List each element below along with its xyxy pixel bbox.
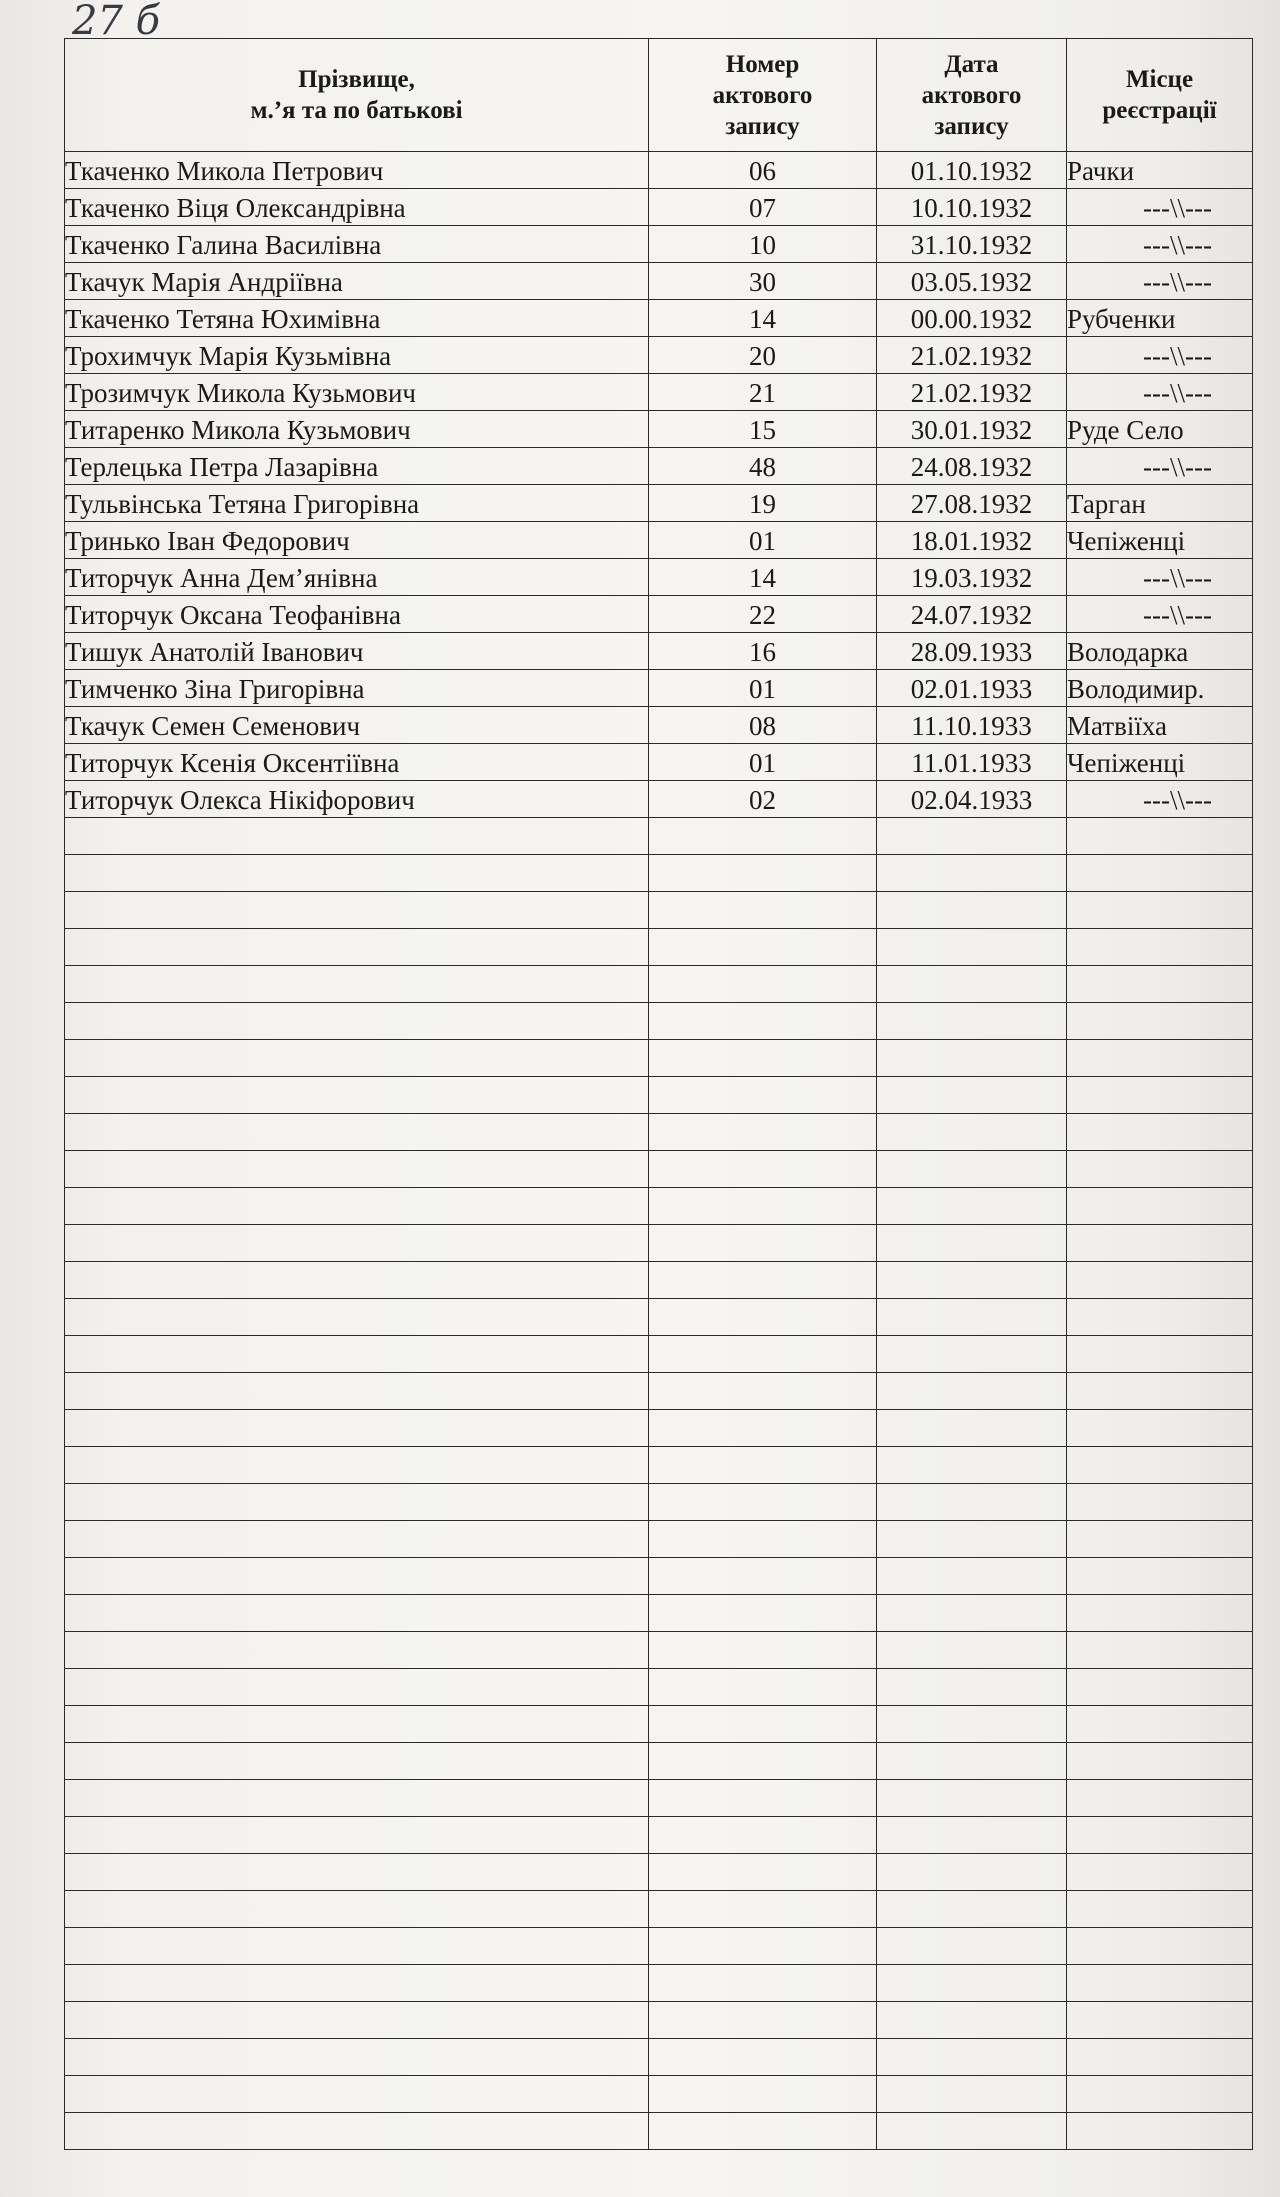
- empty-table-row: [65, 1891, 1253, 1928]
- cell-record-date: 02.04.1933: [877, 781, 1067, 818]
- empty-cell: [877, 892, 1067, 929]
- empty-cell: [649, 1003, 877, 1040]
- empty-cell: [1067, 1780, 1253, 1817]
- cell-full-name: Ткаченко Микола Петрович: [65, 152, 649, 189]
- empty-cell: [65, 2002, 649, 2039]
- empty-table-row: [65, 1114, 1253, 1151]
- empty-cell: [1067, 1410, 1253, 1447]
- cell-record-number: 15: [649, 411, 877, 448]
- cell-record-number: 19: [649, 485, 877, 522]
- empty-cell: [1067, 966, 1253, 1003]
- empty-cell: [877, 1891, 1067, 1928]
- empty-cell: [65, 1595, 649, 1632]
- cell-record-date: 21.02.1932: [877, 374, 1067, 411]
- empty-cell: [877, 1077, 1067, 1114]
- cell-record-date: 11.01.1933: [877, 744, 1067, 781]
- cell-record-date: 31.10.1932: [877, 226, 1067, 263]
- cell-record-date: 03.05.1932: [877, 263, 1067, 300]
- empty-cell: [649, 855, 877, 892]
- empty-cell: [1067, 1040, 1253, 1077]
- empty-cell: [65, 929, 649, 966]
- empty-table-row: [65, 855, 1253, 892]
- empty-cell: [877, 1410, 1067, 1447]
- empty-cell: [65, 892, 649, 929]
- table-row: [65, 374, 1253, 411]
- empty-table-row: [65, 1299, 1253, 1336]
- empty-table-row: [65, 966, 1253, 1003]
- cell-record-number: 07: [649, 189, 877, 226]
- empty-cell: [877, 1817, 1067, 1854]
- empty-cell: [65, 1669, 649, 1706]
- empty-table-row: [65, 1965, 1253, 2002]
- table-row: [65, 559, 1253, 596]
- empty-cell: [1067, 855, 1253, 892]
- cell-record-date: 27.08.1932: [877, 485, 1067, 522]
- svg-text:27 б: 27 б: [72, 0, 161, 44]
- empty-table-row: [65, 1854, 1253, 1891]
- empty-table-row: [65, 1669, 1253, 1706]
- cell-record-date: 24.07.1932: [877, 596, 1067, 633]
- empty-cell: [649, 1743, 877, 1780]
- empty-cell: [649, 1854, 877, 1891]
- empty-cell: [649, 1558, 877, 1595]
- empty-cell: [1067, 1854, 1253, 1891]
- empty-cell: [877, 1447, 1067, 1484]
- empty-cell: [877, 1706, 1067, 1743]
- cell-full-name: Тульвінська Тетяна Григорівна: [65, 485, 649, 522]
- empty-cell: [877, 1595, 1067, 1632]
- empty-cell: [1067, 1965, 1253, 2002]
- empty-cell: [65, 1780, 649, 1817]
- cell-record-date: 00.00.1932: [877, 300, 1067, 337]
- cell-record-date: 21.02.1932: [877, 337, 1067, 374]
- cell-registration-place: ---\\---: [1067, 337, 1253, 374]
- cell-full-name: Ткачук Марія Андріївна: [65, 263, 649, 300]
- empty-cell: [65, 1336, 649, 1373]
- cell-full-name: Титорчук Оксана Теофанівна: [65, 596, 649, 633]
- empty-cell: [649, 1891, 877, 1928]
- empty-cell: [649, 2039, 877, 2076]
- empty-table-row: [65, 1336, 1253, 1373]
- empty-cell: [65, 1040, 649, 1077]
- empty-cell: [649, 1780, 877, 1817]
- empty-cell: [65, 1003, 649, 1040]
- cell-record-number: 22: [649, 596, 877, 633]
- empty-table-row: [65, 1928, 1253, 1965]
- empty-table-row: [65, 929, 1253, 966]
- empty-cell: [877, 2002, 1067, 2039]
- cell-record-date: 02.01.1933: [877, 670, 1067, 707]
- cell-registration-place: ---\\---: [1067, 226, 1253, 263]
- empty-cell: [649, 1114, 877, 1151]
- empty-cell: [1067, 1669, 1253, 1706]
- empty-cell: [649, 1706, 877, 1743]
- empty-table-row: [65, 1558, 1253, 1595]
- empty-cell: [65, 1706, 649, 1743]
- empty-cell: [1067, 1262, 1253, 1299]
- empty-cell: [877, 1003, 1067, 1040]
- empty-cell: [1067, 2002, 1253, 2039]
- empty-cell: [1067, 2113, 1253, 2150]
- empty-cell: [65, 1854, 649, 1891]
- empty-table-row: [65, 1817, 1253, 1854]
- empty-cell: [877, 1299, 1067, 1336]
- cell-full-name: Ткачук Семен Семенович: [65, 707, 649, 744]
- cell-full-name: Терлецька Петра Лазарівна: [65, 448, 649, 485]
- empty-cell: [877, 1743, 1067, 1780]
- empty-cell: [649, 1447, 877, 1484]
- empty-cell: [649, 1410, 877, 1447]
- empty-cell: [877, 1373, 1067, 1410]
- empty-table-row: [65, 1225, 1253, 1262]
- cell-registration-place: Матвіїха: [1067, 707, 1253, 744]
- empty-cell: [877, 2113, 1067, 2150]
- table-row: [65, 781, 1253, 818]
- empty-table-row: [65, 1188, 1253, 1225]
- empty-cell: [65, 1188, 649, 1225]
- cell-registration-place: Володарка: [1067, 633, 1253, 670]
- cell-registration-place: ---\\---: [1067, 189, 1253, 226]
- empty-table-row: [65, 1706, 1253, 1743]
- empty-cell: [649, 1077, 877, 1114]
- empty-cell: [65, 1928, 649, 1965]
- empty-cell: [877, 966, 1067, 1003]
- table-row: [65, 152, 1253, 189]
- table-header-row: [65, 39, 1253, 152]
- empty-cell: [65, 1262, 649, 1299]
- empty-table-row: [65, 1521, 1253, 1558]
- empty-cell: [65, 818, 649, 855]
- cell-record-number: 02: [649, 781, 877, 818]
- empty-cell: [649, 966, 877, 1003]
- table-row: [65, 448, 1253, 485]
- empty-table-row: [65, 1040, 1253, 1077]
- empty-cell: [1067, 1891, 1253, 1928]
- empty-cell: [649, 1188, 877, 1225]
- empty-cell: [649, 1965, 877, 2002]
- empty-table-row: [65, 1077, 1253, 1114]
- empty-cell: [65, 2076, 649, 2113]
- empty-cell: [877, 1632, 1067, 1669]
- empty-cell: [65, 1299, 649, 1336]
- empty-cell: [877, 1151, 1067, 1188]
- cell-registration-place: ---\\---: [1067, 596, 1253, 633]
- empty-cell: [65, 1447, 649, 1484]
- empty-cell: [65, 1632, 649, 1669]
- empty-cell: [877, 1965, 1067, 2002]
- empty-cell: [65, 966, 649, 1003]
- empty-cell: [649, 1225, 877, 1262]
- cell-record-number: 01: [649, 744, 877, 781]
- cell-registration-place: Чепіженці: [1067, 744, 1253, 781]
- empty-cell: [877, 1669, 1067, 1706]
- empty-cell: [1067, 1114, 1253, 1151]
- empty-table-row: [65, 1373, 1253, 1410]
- empty-cell: [649, 1299, 877, 1336]
- cell-record-number: 20: [649, 337, 877, 374]
- empty-cell: [65, 855, 649, 892]
- empty-cell: [65, 1521, 649, 1558]
- empty-cell: [1067, 1447, 1253, 1484]
- empty-cell: [65, 1817, 649, 1854]
- empty-table-row: [65, 1447, 1253, 1484]
- empty-cell: [877, 818, 1067, 855]
- empty-cell: [1067, 1003, 1253, 1040]
- empty-table-row: [65, 2002, 1253, 2039]
- empty-cell: [65, 1743, 649, 1780]
- cell-registration-place: Рубченки: [1067, 300, 1253, 337]
- table-row: [65, 263, 1253, 300]
- cell-registration-place: ---\\---: [1067, 374, 1253, 411]
- cell-full-name: Тишук Анатолій Іванович: [65, 633, 649, 670]
- cell-registration-place: Тарган: [1067, 485, 1253, 522]
- table-row: [65, 633, 1253, 670]
- empty-cell: [65, 1373, 649, 1410]
- empty-cell: [649, 1928, 877, 1965]
- cell-record-date: 28.09.1933: [877, 633, 1067, 670]
- empty-cell: [1067, 1188, 1253, 1225]
- empty-table-row: [65, 1484, 1253, 1521]
- cell-full-name: Ткаченко Тетяна Юхимівна: [65, 300, 649, 337]
- empty-cell: [877, 1780, 1067, 1817]
- empty-cell: [1067, 1336, 1253, 1373]
- empty-cell: [877, 1928, 1067, 1965]
- empty-cell: [649, 1669, 877, 1706]
- empty-cell: [1067, 1817, 1253, 1854]
- empty-cell: [877, 1854, 1067, 1891]
- empty-table-row: [65, 1410, 1253, 1447]
- empty-cell: [877, 1484, 1067, 1521]
- empty-table-row: [65, 1595, 1253, 1632]
- cell-registration-place: ---\\---: [1067, 559, 1253, 596]
- cell-record-number: 01: [649, 670, 877, 707]
- empty-cell: [877, 2039, 1067, 2076]
- empty-table-row: [65, 2076, 1253, 2113]
- table-row: [65, 226, 1253, 263]
- empty-cell: [65, 1484, 649, 1521]
- empty-cell: [1067, 1558, 1253, 1595]
- cell-full-name: Титорчук Олекса Нікіфорович: [65, 781, 649, 818]
- empty-cell: [1067, 1743, 1253, 1780]
- empty-cell: [649, 892, 877, 929]
- cell-registration-place: Руде Село: [1067, 411, 1253, 448]
- cell-registration-place: ---\\---: [1067, 263, 1253, 300]
- header-full-name: Прізвище, м.’я та по батькові: [65, 39, 649, 152]
- cell-full-name: Трохимчук Марія Кузьмівна: [65, 337, 649, 374]
- cell-record-number: 01: [649, 522, 877, 559]
- empty-cell: [1067, 1521, 1253, 1558]
- empty-cell: [1067, 1484, 1253, 1521]
- empty-cell: [1067, 1299, 1253, 1336]
- empty-table-row: [65, 1262, 1253, 1299]
- cell-full-name: Тринько Іван Федорович: [65, 522, 649, 559]
- cell-record-date: 10.10.1932: [877, 189, 1067, 226]
- cell-record-number: 08: [649, 707, 877, 744]
- empty-cell: [65, 1077, 649, 1114]
- cell-full-name: Тимченко Зіна Григорівна: [65, 670, 649, 707]
- table-row: [65, 707, 1253, 744]
- empty-cell: [649, 1373, 877, 1410]
- empty-cell: [1067, 2076, 1253, 2113]
- empty-table-row: [65, 2113, 1253, 2150]
- cell-registration-place: ---\\---: [1067, 448, 1253, 485]
- empty-cell: [1067, 1706, 1253, 1743]
- table-row: [65, 522, 1253, 559]
- header-record-number: Номер актового запису: [649, 39, 877, 152]
- cell-record-number: 14: [649, 559, 877, 596]
- cell-full-name: Трозимчук Микола Кузьмович: [65, 374, 649, 411]
- cell-registration-place: Рачки: [1067, 152, 1253, 189]
- cell-full-name: Ткаченко Віця Олександрівна: [65, 189, 649, 226]
- table-row: [65, 670, 1253, 707]
- empty-cell: [1067, 929, 1253, 966]
- cell-registration-place: Володимир.: [1067, 670, 1253, 707]
- empty-table-row: [65, 892, 1253, 929]
- empty-cell: [877, 1558, 1067, 1595]
- cell-record-date: 18.01.1932: [877, 522, 1067, 559]
- empty-cell: [877, 855, 1067, 892]
- empty-cell: [877, 1521, 1067, 1558]
- empty-cell: [1067, 892, 1253, 929]
- empty-cell: [649, 1484, 877, 1521]
- table-row: [65, 300, 1253, 337]
- empty-cell: [65, 1410, 649, 1447]
- cell-record-date: 19.03.1932: [877, 559, 1067, 596]
- cell-registration-place: Чепіженці: [1067, 522, 1253, 559]
- cell-record-number: 48: [649, 448, 877, 485]
- cell-record-number: 21: [649, 374, 877, 411]
- empty-cell: [649, 2113, 877, 2150]
- empty-cell: [65, 1891, 649, 1928]
- empty-cell: [1067, 1225, 1253, 1262]
- empty-cell: [65, 1965, 649, 2002]
- cell-record-number: 06: [649, 152, 877, 189]
- empty-cell: [877, 1040, 1067, 1077]
- empty-cell: [65, 1558, 649, 1595]
- empty-cell: [649, 1817, 877, 1854]
- empty-cell: [65, 1151, 649, 1188]
- empty-cell: [649, 2076, 877, 2113]
- cell-full-name: Ткаченко Галина Василівна: [65, 226, 649, 263]
- cell-record-number: 30: [649, 263, 877, 300]
- cell-registration-place: ---\\---: [1067, 781, 1253, 818]
- table-row: [65, 596, 1253, 633]
- cell-record-date: 01.10.1932: [877, 152, 1067, 189]
- cell-record-date: 24.08.1932: [877, 448, 1067, 485]
- empty-cell: [649, 1336, 877, 1373]
- empty-table-row: [65, 1743, 1253, 1780]
- table-row: [65, 189, 1253, 226]
- table-row: [65, 337, 1253, 374]
- empty-cell: [649, 1040, 877, 1077]
- empty-table-row: [65, 1780, 1253, 1817]
- empty-cell: [1067, 1077, 1253, 1114]
- cell-record-number: 16: [649, 633, 877, 670]
- empty-table-row: [65, 2039, 1253, 2076]
- empty-table-row: [65, 1003, 1253, 1040]
- empty-cell: [877, 1225, 1067, 1262]
- cell-full-name: Титаренко Микола Кузьмович: [65, 411, 649, 448]
- table-row: [65, 411, 1253, 448]
- cell-full-name: Титорчук Анна Дем’янівна: [65, 559, 649, 596]
- empty-cell: [877, 1188, 1067, 1225]
- registry-table: [64, 38, 1253, 2150]
- empty-cell: [1067, 1151, 1253, 1188]
- empty-cell: [877, 1336, 1067, 1373]
- empty-cell: [649, 1595, 877, 1632]
- empty-table-row: [65, 1151, 1253, 1188]
- empty-cell: [65, 1114, 649, 1151]
- empty-cell: [65, 2039, 649, 2076]
- empty-cell: [649, 1151, 877, 1188]
- cell-full-name: Титорчук Ксенія Оксентіївна: [65, 744, 649, 781]
- empty-cell: [1067, 1928, 1253, 1965]
- empty-cell: [649, 1262, 877, 1299]
- empty-cell: [877, 929, 1067, 966]
- empty-cell: [877, 2076, 1067, 2113]
- empty-cell: [649, 1521, 877, 1558]
- empty-cell: [1067, 1632, 1253, 1669]
- empty-cell: [1067, 2039, 1253, 2076]
- empty-cell: [65, 2113, 649, 2150]
- cell-record-number: 10: [649, 226, 877, 263]
- empty-table-row: [65, 818, 1253, 855]
- empty-cell: [1067, 1373, 1253, 1410]
- table-row: [65, 485, 1253, 522]
- empty-cell: [649, 818, 877, 855]
- header-registration-place: Місце реєстрації: [1067, 39, 1253, 152]
- cell-record-date: 11.10.1933: [877, 707, 1067, 744]
- empty-table-row: [65, 1632, 1253, 1669]
- empty-cell: [649, 1632, 877, 1669]
- empty-cell: [65, 1225, 649, 1262]
- table-row: [65, 744, 1253, 781]
- table-body: [65, 152, 1253, 2150]
- empty-cell: [649, 2002, 877, 2039]
- empty-cell: [1067, 818, 1253, 855]
- empty-cell: [649, 929, 877, 966]
- cell-record-number: 14: [649, 300, 877, 337]
- empty-cell: [1067, 1595, 1253, 1632]
- cell-record-date: 30.01.1932: [877, 411, 1067, 448]
- header-record-date: Дата актового запису: [877, 39, 1067, 152]
- empty-cell: [877, 1262, 1067, 1299]
- empty-cell: [877, 1114, 1067, 1151]
